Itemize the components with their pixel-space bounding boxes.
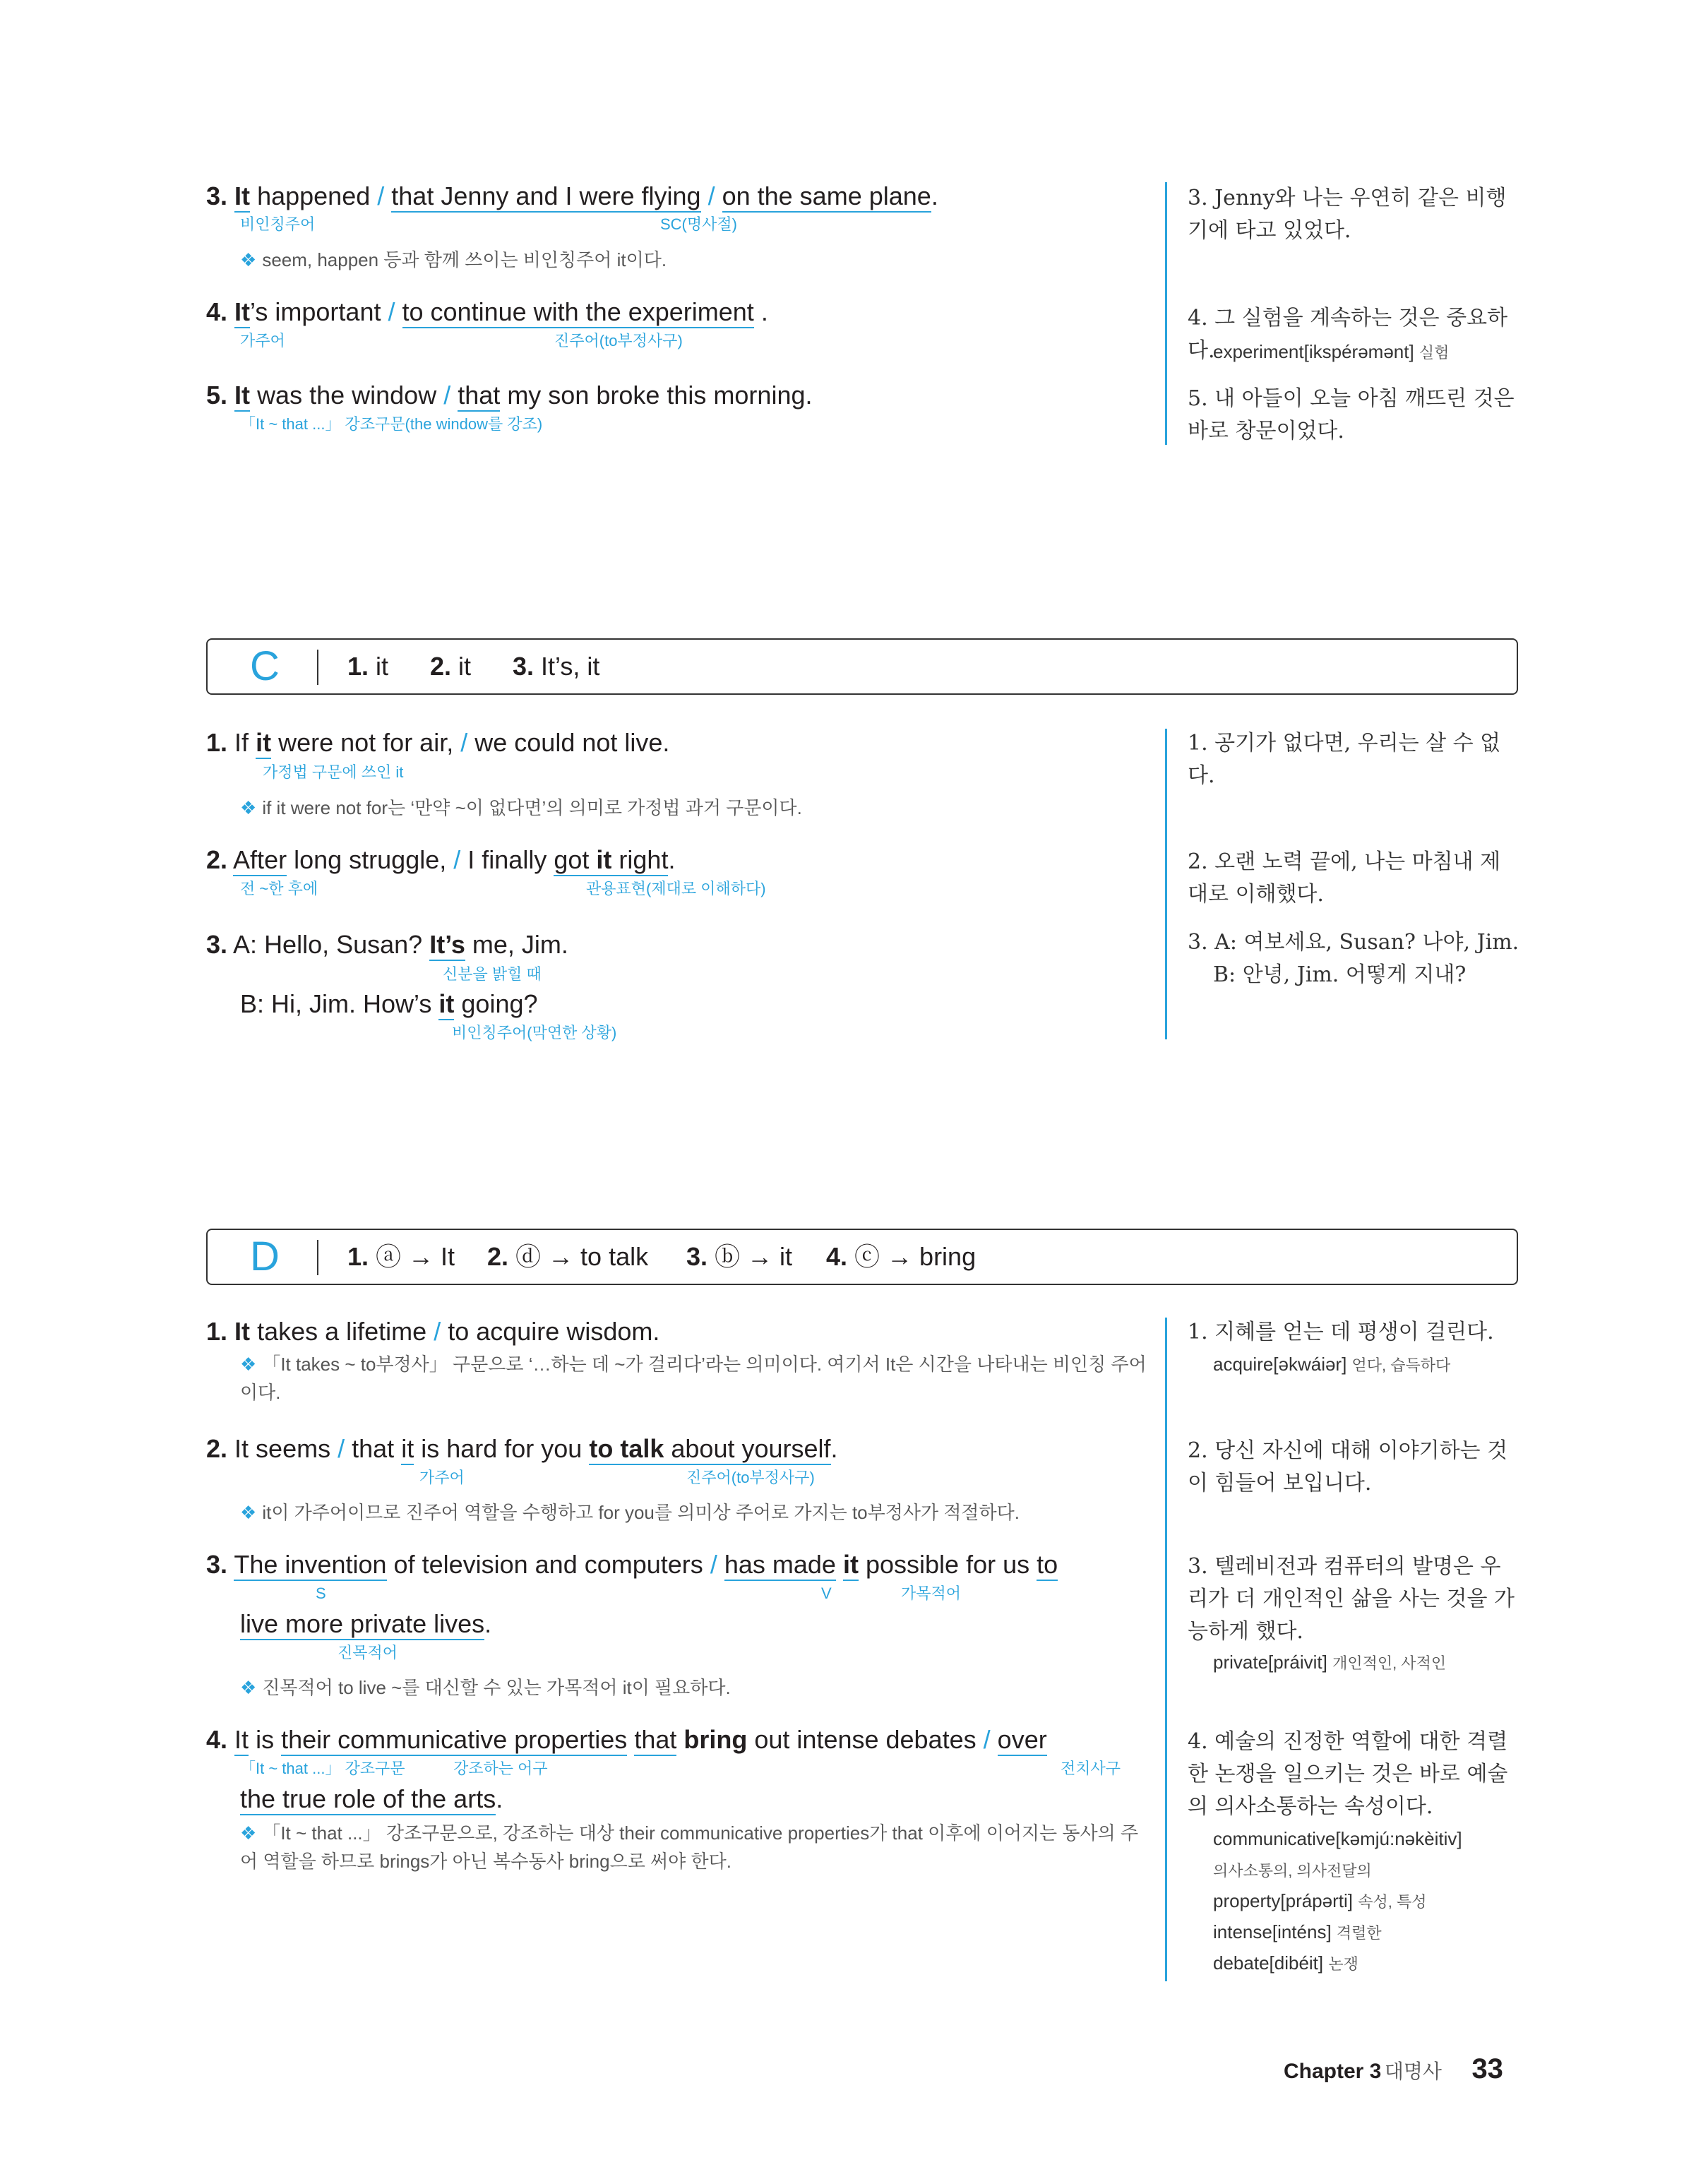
- b-q3-ann-2: SC(명사절): [660, 215, 737, 233]
- c-q2-translation: 2. 오랜 노력 끝에, 나는 마침내 제대로 이해했다.: [1188, 849, 1501, 907]
- d-q4-note: ❖ 「It ~ that ...」 강조구문으로, 강조하는 대상 their communicative properties가 that 이후에 이어지는 동사의 주어 역할을 하므로 brings가 아닌 복수동사 bring으로 써야 한다.: [240, 1822, 1139, 1872]
- b-q3-note: ❖ seem, happen 등과 함께 쓰이는 비인칭주어 it이다.: [240, 249, 667, 270]
- c-q3-translation-b: B: 안녕, Jim. 어떻게 지내?: [1213, 962, 1467, 987]
- diamond-icon: ❖: [240, 797, 257, 818]
- divider: [317, 650, 318, 685]
- c-q2-ann-2: 관용표현(제대로 이해하다): [586, 880, 766, 897]
- section-c-answer-box: [206, 638, 1518, 695]
- c-q3-line-a: 3. A: Hello, Susan? It’s me, Jim.: [206, 931, 568, 959]
- d-q4-vocab-1-meaning: 의사소통의, 의사전달의: [1213, 1862, 1372, 1880]
- diamond-icon: ❖: [240, 1677, 257, 1698]
- d-q3-ann-s: S: [316, 1584, 326, 1602]
- d-q2-note: ❖ it이 가주어이므로 진주어 역할을 수행하고 for you를 의미상 주어로 가지는 to부정사가 적절하다.: [240, 1502, 1020, 1523]
- d-q4-vocab-3: intense[inténs] 격렬한: [1213, 1921, 1382, 1942]
- d-q2-ann-2: 진주어(to부정사구): [686, 1469, 815, 1486]
- d-q3-ann-v: V: [821, 1584, 832, 1602]
- d-q3-ann-o: 가목적어: [901, 1584, 962, 1602]
- b-q4-sentence: 4. It’s important / to continue with the experiment .: [206, 298, 768, 326]
- c-q1-translation: 1. 공기가 없다면, 우리는 살 수 없다.: [1188, 731, 1501, 788]
- d-q2-sentence: 2. It seems / that it is hard for you to talk about yourself.: [206, 1435, 838, 1463]
- column-divider: [1165, 182, 1167, 445]
- diamond-icon: ❖: [240, 1822, 257, 1844]
- b-q4-ann-1: 가주어: [240, 332, 285, 350]
- d-q3-vocab: private[práivit] 개인적인, 사적인: [1213, 1652, 1447, 1673]
- c-answer-3: 3. It’s, it: [513, 652, 600, 681]
- d-q4-vocab-1: communicative[kəmjú:nəkèitiv]: [1213, 1828, 1462, 1849]
- column-divider: [1165, 729, 1167, 1039]
- d-answer-3: 3. ⓑ → it: [686, 1242, 793, 1271]
- b-q4-ann-2: 진주어(to부정사구): [554, 332, 683, 350]
- d-answer-2: 2. ⓓ → to talk: [487, 1242, 649, 1271]
- c-q1-sentence: 1. If it were not for air, / we could not live.: [206, 729, 669, 757]
- d-q4-vocab-4: debate[dibéit] 논쟁: [1213, 1952, 1358, 1974]
- b-q4-translation: 4. 그 실험을 계속하는 것은 중요하다.: [1188, 306, 1508, 363]
- divider: [317, 1240, 318, 1275]
- d-q1-note: ❖ 「It takes ~ to부정사」 구문으로 ‘…하는 데 ~가 걸리다’라는 의미이다. 여기서 It은 시간을 나타내는 비인칭 주어이다.: [240, 1354, 1147, 1403]
- d-q1-translation: 1. 지혜를 얻는 데 평생이 걸린다.: [1188, 1320, 1494, 1344]
- section-d-answer-box: [206, 1229, 1518, 1285]
- d-q3-note: ❖ 진목적어 to live ~를 대신할 수 있는 가목적어 it이 필요하다.: [240, 1677, 731, 1698]
- d-q1-sentence: 1. It takes a lifetime / to acquire wisdom.: [206, 1317, 660, 1346]
- c-q3-ann-1: 신분을 밝힐 때: [443, 965, 542, 983]
- d-q2-ann-1: 가주어: [419, 1469, 465, 1486]
- footer-title: 대명사: [1384, 2060, 1442, 2082]
- b-q3-translation: 3. Jenny와 나는 우연히 같은 비행기에 타고 있었다.: [1188, 186, 1507, 243]
- diamond-icon: ❖: [240, 1502, 257, 1523]
- c-q3-translation-a: 3. A: 여보세요, Susan? 나야, Jim.: [1188, 930, 1519, 955]
- c-q3-ann-2: 비인칭주어(막연한 상황): [452, 1024, 617, 1041]
- diamond-icon: ❖: [240, 249, 257, 270]
- d-q4-ann-1: 「It ~ that ...」 강조구문: [240, 1760, 405, 1777]
- section-d-letter: D: [250, 1234, 280, 1279]
- d-answer-1: 1. ⓐ → It: [347, 1242, 455, 1271]
- b-q3-ann-1: 비인칭주어: [240, 215, 316, 233]
- d-q1-vocab: acquire[əkwáiər] 얻다, 습득하다: [1213, 1354, 1451, 1375]
- c-q2-sentence: 2. After long struggle, / I finally got it right.: [206, 846, 675, 874]
- d-q3-line-2: live more private lives.: [240, 1610, 491, 1638]
- footer-chapter: Chapter 3: [1284, 2060, 1382, 2083]
- section-c-letter: C: [250, 643, 280, 689]
- c-q1-note: ❖ if it were not for는 ‘만약 ~이 없다면’의 의미로 가정법 과거 구문이다.: [240, 797, 802, 818]
- c-answer-1: 1. it: [347, 652, 389, 681]
- b-q5-translation: 5. 내 아들이 오늘 아침 깨뜨린 것은 바로 창문이었다.: [1188, 386, 1515, 443]
- d-q4-line-1: 4. It is their communicative properties that bring out intense debates / over: [206, 1726, 1047, 1754]
- c-answer-2: 2. it: [430, 652, 472, 681]
- b-q5-sentence: 5. It was the window / that my son broke this morning.: [206, 381, 813, 410]
- d-q4-ann-3: 전치사구: [1061, 1760, 1121, 1777]
- d-q3-line-1: 3. The invention of television and computers / has made it possible for us to: [206, 1551, 1058, 1579]
- diamond-icon: ❖: [240, 1354, 257, 1375]
- c-q3-line-b: B: Hi, Jim. How’s it going?: [240, 990, 538, 1018]
- page-footer: [1284, 2053, 1503, 2085]
- b-q5-ann: 「It ~ that ...」 강조구문(the window를 강조): [240, 415, 543, 433]
- b-q4-vocab: experiment[ikspérəmənt] 실험: [1213, 341, 1450, 362]
- b-q3-sentence: 3. It happened / that Jenny and I were flying / on the same plane.: [206, 182, 938, 210]
- c-q2-ann-1: 전 ~한 후에: [240, 880, 318, 897]
- d-q2-translation: 2. 당신 자신에 대해 이야기하는 것이 힘들어 보입니다.: [1188, 1438, 1508, 1496]
- d-q4-ann-2: 강조하는 어구: [453, 1760, 548, 1777]
- d-q3-translation: 3. 텔레비전과 컴퓨터의 발명은 우리가 더 개인적인 삶을 사는 것을 가능하게 했다.: [1188, 1554, 1515, 1644]
- column-divider: [1165, 1318, 1167, 1981]
- d-answer-4: 4. ⓒ → bring: [826, 1242, 977, 1271]
- d-q4-line-2: the true role of the arts.: [240, 1785, 503, 1813]
- page-number: 33: [1471, 2053, 1503, 2084]
- d-q3-ann-t: 진목적어: [338, 1644, 398, 1661]
- d-q4-translation: 4. 예술의 진정한 역할에 대한 격렬한 논쟁을 일으키는 것은 바로 예술의 의사소통하는 속성이다.: [1188, 1729, 1508, 1819]
- d-q4-vocab-2: property[prápərti] 속성, 특성: [1213, 1890, 1427, 1911]
- c-q1-ann: 가정법 구문에 쓰인 it: [263, 763, 404, 781]
